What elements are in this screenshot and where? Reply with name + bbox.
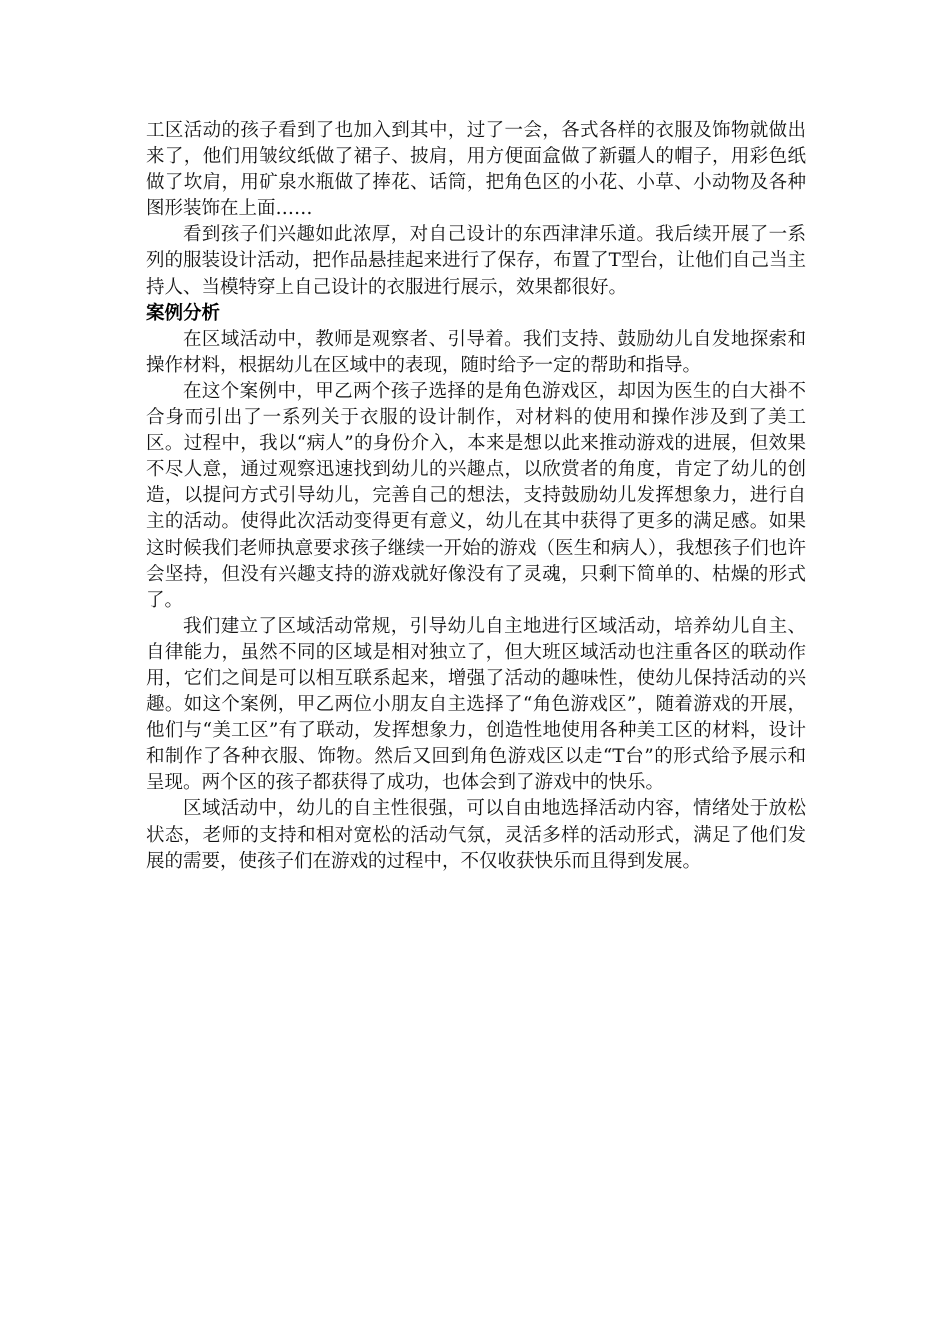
- paragraph-continuation: 工区活动的孩子看到了也加入到其中，过了一会，各式各样的衣服及饰物就做出来了，他们用皱纹纸做了裙子、披肩，用方便面盒做了新疆人的帽子，用彩色纸做了坎肩，用矿泉水瓶做了捧花、话筒，把角色区的小花、小草、小动物及各种图形装饰在上面……: [146, 120, 806, 220]
- section-heading: 案例分析: [146, 302, 221, 324]
- paragraph-follow-up: 看到孩子们兴趣如此浓厚，对自己设计的东西津津乐道。我后续开展了一系列的服装设计活动，把作品悬挂起来进行了保存，布置了T型台，让他们自己当主持人、当模特穿上自己设计的衣服进行展示，效果都很好。: [146, 224, 806, 298]
- paragraph-analysis-2: 在这个案例中，甲乙两个孩子选择的是角色游戏区，却因为医生的白大褂不合身而引出了一系列关于衣服的设计制作，对材料的使用和操作涉及到了美工区。过程中，我以“病人”的身份介入，本来是想以此来推动游戏的进展，但效果不尽人意，通过观察迅速找到幼儿的兴趣点，以欣赏者的角度，肯定了幼儿的创造，以提问方式引导幼儿，完善自己的想法，支持鼓励幼儿发挥想象力，进行自主的活动。使得此次活动变得更有意义，幼儿在其中获得了更多的满足感。如果这时候我们老师执意要求孩子继续一开始的游戏（医生和病人），我想孩子们也许会坚持，但没有兴趣支持的游戏就好像没有了灵魂，只剩下简单的、枯燥的形式了。: [146, 380, 806, 611]
- paragraph-analysis-3: 我们建立了区域活动常规，引导幼儿自主地进行区域活动，培养幼儿自主、自律能力，虽然不同的区域是相对独立了，但大班区域活动也注重各区的联动作用，它们之间是可以相互联系起来，增强了活动的趣味性，使幼儿保持活动的兴趣。如这个案例，甲乙两位小朋友自主选择了“角色游戏区”，随着游戏的开展，他们与“美工区”有了联动，发挥想象力，创造性地使用各种美工区的材料，设计和制作了各种衣服、饰物。然后又回到角色游戏区以走“T台”的形式给予展示和呈现。两个区的孩子都获得了成功，也体会到了游戏中的快乐。: [146, 615, 806, 794]
- paragraph-analysis-1: 在区域活动中，教师是观察者、引导着。我们支持、鼓励幼儿自发地探索和操作材料，根据幼儿在区域中的表现，随时给予一定的帮助和指导。: [146, 328, 806, 376]
- document-page: [146, 118, 806, 875]
- paragraph-analysis-4: 区域活动中，幼儿的自主性很强，可以自由地选择活动内容，情绪处于放松状态，老师的支持和相对宽松的活动气氛，灵活多样的活动形式，满足了他们发展的需要，使孩子们在游戏的过程中，不仅收获快乐而且得到发展。: [146, 798, 806, 872]
